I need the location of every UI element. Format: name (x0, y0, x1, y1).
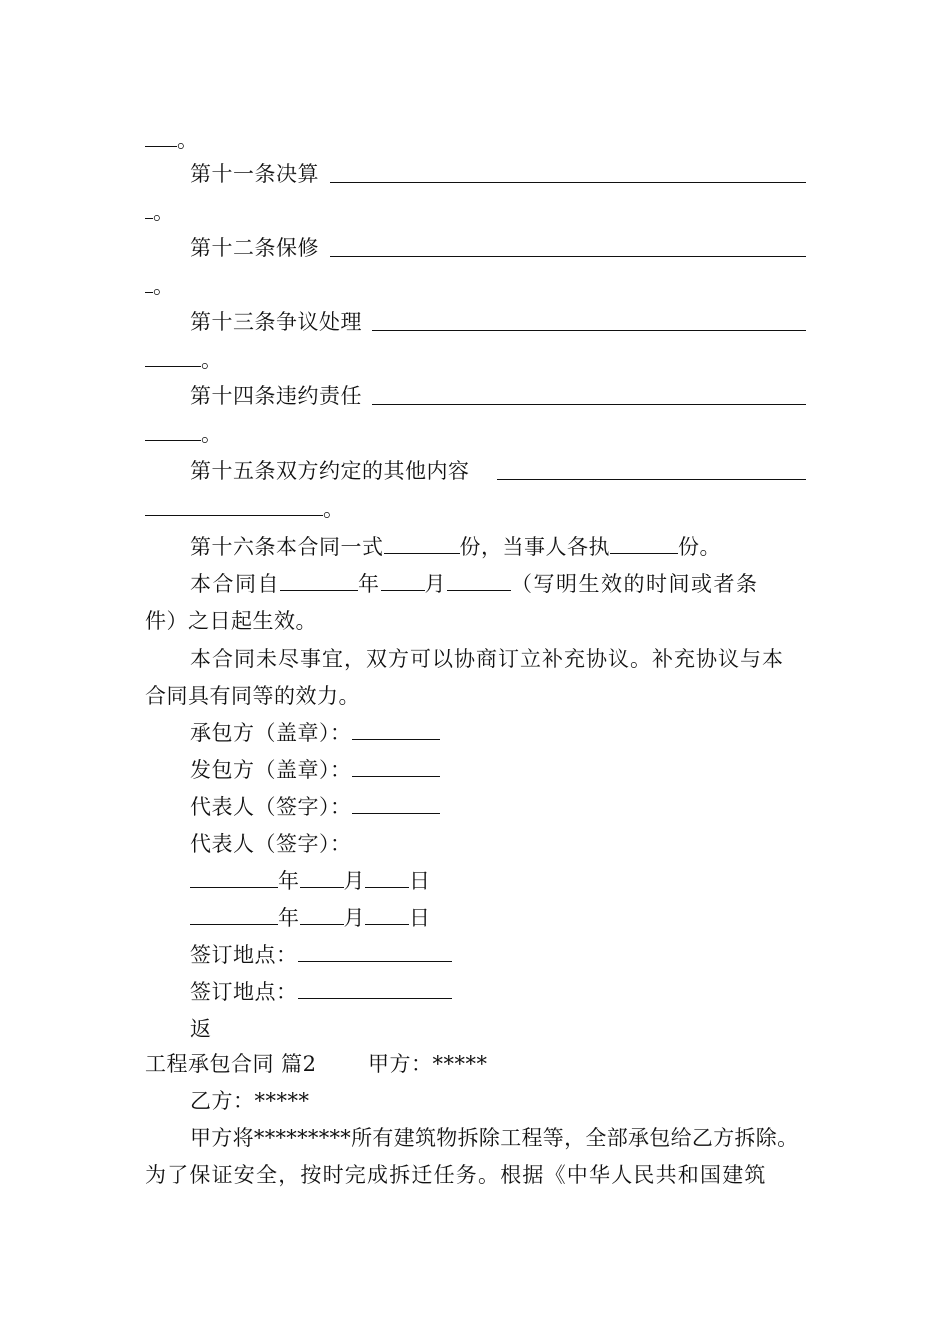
blank-line (145, 420, 201, 441)
date-year-blank (190, 904, 278, 925)
day-label: 日 (409, 906, 431, 930)
sign-date-1 (190, 867, 431, 895)
date-month-blank (300, 904, 344, 925)
blank-line (145, 126, 177, 147)
article-12-end (145, 272, 175, 300)
employer-seal-label: 发包方（盖章）： (190, 758, 352, 782)
representative-sign-2-label: 代表人（签字）： (190, 832, 352, 856)
article-16 (190, 533, 721, 561)
supplement-line-2: 合同具有同等的效力。 (145, 684, 360, 708)
article-14-end (145, 420, 223, 448)
month-label: 月 (424, 572, 447, 596)
article-12-blank (330, 256, 806, 257)
date-day-blank (365, 904, 409, 925)
sign-place-1-blank (298, 941, 452, 962)
article-16-text-b: 份，当事人各执 (459, 535, 610, 559)
article-12 (190, 234, 319, 262)
party-b: 乙方：***** (190, 1089, 310, 1113)
article-13 (190, 308, 362, 336)
article-14-blank (372, 404, 806, 405)
sign-place-1-label: 签订地点： (190, 943, 298, 967)
article-13-end (145, 346, 223, 374)
article-13-blank (372, 330, 806, 331)
period: 。 (177, 128, 199, 152)
article-13-label: 第十三条争议处理 (190, 310, 362, 334)
employer-seal-blank (352, 756, 440, 777)
day-label: 日 (409, 869, 431, 893)
year-label: 年 (278, 869, 300, 893)
article-16-text-c: 份。 (678, 535, 721, 559)
blank-line (145, 495, 323, 516)
article-11-label: 第十一条决算 (190, 162, 319, 186)
continued-line (145, 126, 199, 154)
contractor-seal-blank (352, 719, 440, 740)
copies-blank (384, 533, 460, 554)
year-label: 年 (358, 572, 381, 596)
representative-sign-1 (190, 793, 440, 821)
article-15-blank (497, 479, 806, 480)
effective-clause (190, 570, 759, 598)
representative-sign-1-blank (352, 793, 440, 814)
supplement-line-1: 本合同未尽事宜，双方可以协商订立补充协议。补充协议与本 (190, 647, 784, 671)
sign-place-2-label: 签订地点： (190, 980, 298, 1004)
year-blank (280, 570, 358, 591)
date-day-blank (365, 867, 409, 888)
each-copies-blank (610, 533, 678, 554)
period: 。 (201, 422, 223, 446)
effective-text-a: 本合同自 (190, 572, 280, 596)
section-2-para-line-1: 甲方将*********所有建筑物拆除工程等，全部承包给乙方拆除。 (190, 1126, 799, 1150)
year-label: 年 (278, 906, 300, 930)
article-15 (190, 457, 470, 485)
article-12-label: 第十二条保修 (190, 236, 319, 260)
effective-clause-end (145, 607, 317, 635)
contractor-seal-label: 承包方（盖章）： (190, 721, 352, 745)
article-15-end (145, 495, 345, 523)
sign-place-2 (190, 978, 452, 1006)
section-2-heading: 工程承包合同 篇2 (145, 1052, 317, 1076)
representative-sign-1-label: 代表人（签字）： (190, 795, 352, 819)
sign-place-1 (190, 941, 452, 969)
blank-line (145, 198, 153, 219)
period: 。 (153, 274, 175, 298)
effective-text-d: （写明生效的时间或者条 (511, 572, 759, 596)
article-14-label: 第十四条违约责任 (190, 384, 362, 408)
article-15-label: 第十五条双方约定的其他内容 (190, 459, 470, 483)
blank-line (145, 346, 201, 367)
section-2-para-line-2: 为了保证安全，按时完成拆迁任务。根据《中华人民共和国建筑 (145, 1163, 767, 1187)
contractor-seal (190, 719, 440, 747)
party-a: 甲方：***** (368, 1052, 488, 1076)
period: 。 (153, 200, 175, 224)
month-blank (381, 570, 425, 591)
effective-text-e: 件）之日起生效。 (145, 609, 317, 633)
return-link[interactable]: 返 (190, 1017, 212, 1041)
sign-date-2 (190, 904, 431, 932)
blank-line (145, 272, 153, 293)
employer-seal (190, 756, 440, 784)
article-11-end (145, 198, 175, 226)
article-14 (190, 382, 362, 410)
month-label: 月 (343, 869, 365, 893)
article-16-text-a: 第十六条本合同一式 (190, 535, 384, 559)
month-label: 月 (343, 906, 365, 930)
day-blank (447, 570, 511, 591)
article-11 (190, 160, 319, 188)
sign-place-2-blank (298, 978, 452, 999)
date-year-blank (190, 867, 278, 888)
period: 。 (323, 497, 345, 521)
date-month-blank (300, 867, 344, 888)
representative-sign-2 (190, 830, 352, 858)
period: 。 (201, 348, 223, 372)
article-11-blank (330, 182, 806, 183)
